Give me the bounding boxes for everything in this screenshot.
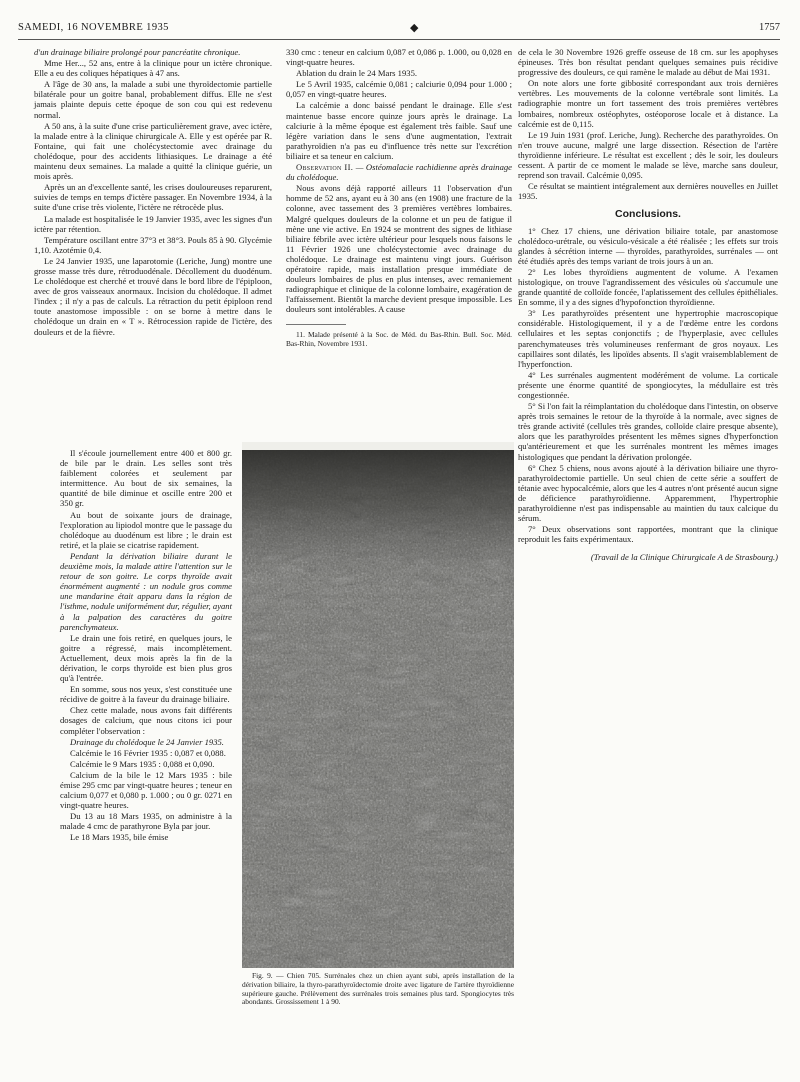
paragraph: Après un an d'excellente santé, les crises douloureuses reparurent, suivies de temps en temps d'ictère passager. En Novembre 1934, à la suite d'une crise très violente, l'ictère ne rétrocède plus. xyxy=(34,182,272,213)
conclusion-item: 2° Les lobes thyroïdiens augmentent de volume. A l'examen histologique, on trouve l'agrandissement des vésicules où s'accumule une grande quantité de colloïde foncée, l'aplatissement des cellules épithéliales. En somme, il y a des signes d'hypofonction thyroïdienne. xyxy=(518,266,778,308)
paragraph: On note alors une forte gibbosité correspondant aux trois dernières vertèbres. Les mouvements de la colonne vertébrale sont limités. La radiographie montre un fort tassement des trois premières vertèbres lombaires, nombreux ostéophytes, ostéoporose locale et à distance. La calcémie est de 0,115. xyxy=(518,78,778,129)
signature: (Travail de la Clinique Chirurgicale A de Strasbourg.) xyxy=(590,552,778,563)
paragraph: Pendant la dérivation biliaire durant le deuxième mois, la malade attire l'attention sur le retour de son goitre. Le corps thyroïde avait énormément augmenté : un nodule gros comme une mandarine était apparu dans la région de l'isthme, nodule uniformément dur, régulier, ayant à la palpation des caractères du goitre parenchymateux. xyxy=(60,550,232,632)
conclusion-item: 7° Deux observations sont rapportées, montrant que la clinique reproduit les faits expérimentaux. xyxy=(518,524,778,545)
paragraph: Le 5 Avril 1935, calcémie 0,081 ; calciurie 0,094 pour 1.000 ; 0,057 en vingt-quatre heures. xyxy=(286,79,512,100)
paragraph: Drainage du cholédoque le 24 Janvier 1935. xyxy=(70,736,224,747)
paragraph: A 50 ans, à la suite d'une crise particulièrement grave, avec ictère, la malade entre à la clinique chirurgicale A. Elle y est opérée par R. Fontaine, qui fait une cholécystectomie avec drainage du cholédoque, pour des accidents lithiasiques. Le drainage a été maintenu deux semaines. La malade a quitté la clinique guérie, un mois après. xyxy=(34,120,272,182)
header-ornament: ◆ xyxy=(410,22,419,34)
footnote-rule xyxy=(286,324,346,325)
paragraph: Mme Her..., 52 ans, entre à la clinique pour un ictère chronique. Elle a eu des coliques hépatiques à 47 ans. xyxy=(34,58,272,79)
observation-heading xyxy=(286,162,512,182)
paragraph: Le drain une fois retiré, en quelques jours, le goitre a régressé, mais incomplètement. Actuellement, deux mois après la fin de la dérivation, le corps thyroïde est bien plus gros qu'à l'entrée. xyxy=(60,632,232,684)
column-1 xyxy=(34,47,272,338)
paragraph: Calcium de la bile le 12 Mars 1935 : bile émise 295 cmc par vingt-quatre heures ; teneur en calcium 0,077 et 0,080 p. 1.000 ; ou 0 gr. 0271 en vingt-quatre heures. xyxy=(60,769,232,811)
observation-label: Observation II. xyxy=(296,162,354,173)
micrograph-figure xyxy=(242,442,514,968)
column-1-narrow xyxy=(60,448,232,844)
conclusion-item: 4° Les surrénales augmentent modérément de volume. La corticale présente une énorme quantité de spongiocytes, la médullaire est très congestionnée. xyxy=(518,369,778,400)
conclusions-heading: Conclusions. xyxy=(615,208,681,221)
figure-caption: Fig. 9. — Chien 705. Surrénales chez un chien ayant subi, après installation de la dérivation biliaire, la thyro-parathyroïdectomie droite avec ligature de l'artère thyroïdienne supérieure gauche. Prélèvement des surrénales trois semaines plus tard. Spongiocytes très abondants. Grossissement 1 à 90. xyxy=(242,971,514,1007)
conclusion-item: 1° Chez 17 chiens, une dérivation biliaire totale, par anastomose cholédoco-urétrale, ou vésiculo-vésicale a été réalisée ; les effets sur trois glandes à sécrétion interne — thyroïdes, parathyroïdes, surrénales — ont été étudiés après des temps variant de trois jours à un an. xyxy=(518,225,778,266)
conclusion-item: 3° Les parathyroïdes présentent une hypertrophie macroscopique considérable. Histologiquement, il y a de l'œdème entre les cordons cellulaires et les septas conjonctifs ; de l'hyperplasie, avec cellules parenchymateuses très volumineuses renfermant de gros noyaux. Les capillaires sont dilatés, les lipoïdes absents. Il s'agit vraisemblablement de l'hyperfonction. xyxy=(518,308,778,369)
paragraph: Le 18 Mars 1935, bile émise xyxy=(70,832,169,843)
paragraph: d'un drainage biliaire prolongé pour pancréatite chronique. xyxy=(34,47,241,57)
paragraph: La malade est hospitalisée le 19 Janvier 1935, avec les signes d'un ictère par rétention. xyxy=(34,213,272,234)
observation-title: — Ostéomalacie rachidienne après drainage du cholédoque. xyxy=(286,162,512,183)
paragraph: Il s'écoule journellement entre 400 et 800 gr. de bile par le drain. Les selles sont très faiblement colorées et seulement par intermittence. Au bout de six semaines, la quantité de bile diminue et oscille entre 200 et 350 gr. xyxy=(60,448,232,509)
paragraph: Calcémie le 16 Février 1935 : 0,087 et 0,088. xyxy=(70,747,226,758)
footnote: 11. Malade présenté à la Soc. de Méd. du Bas-Rhin. Bull. Soc. Méd. Bas-Rhin, Novembre 1931. xyxy=(286,330,512,349)
paragraph: A l'âge de 30 ans, la malade a subi une thyroïdectomie partielle bilatérale pour un goitre banal, probablement diffus. Elle ne s'est jamais plainte depuis cette époque de son cou qui est redevenu normal. xyxy=(34,79,272,120)
paragraph: La calcémie a donc baissé pendant le drainage. Elle s'est maintenue basse encore quinze jours après le drainage. La calciurie à la même époque est également très faible. Sauf une légère variation dans le sens d'une augmentation, l'extrait parathyroïdien n'a pas eu d'influence très nette sur l'excrétion biliaire et sa teneur en calcium. xyxy=(286,100,512,161)
paragraph: Le 19 Juin 1931 (prof. Leriche, Jung). Recherche des parathyroïdes. On n'en trouve aucune, malgré une large dissection. Résection de l'artère thyroïdienne inférieure. Le résultat est excellent ; dès le soir, les douleurs cessent. A partir de ce moment le malade se lève, marche sans douleur, reprend son travail. Calcémie 0,095. xyxy=(518,129,778,181)
paragraph: En somme, sous nos yeux, s'est constituée une récidive de goitre à la faveur du drainage biliaire. xyxy=(60,684,232,705)
column-2 xyxy=(286,47,512,350)
running-header xyxy=(18,22,780,40)
paragraph: Au bout de soixante jours de drainage, l'exploration au lipiodol montre que le passage du cholédoque au duodénum est libre ; le drain est retiré, et la plaie se cicatrise rapidement. xyxy=(60,509,232,550)
column-3 xyxy=(518,47,778,564)
header-date: SAMEDI, 16 NOVEMBRE 1935 xyxy=(18,22,169,33)
micrograph-image xyxy=(242,442,514,968)
paragraph: de cela le 30 Novembre 1926 greffe osseuse de 18 cm. sur les apophyses épineuses. Très bon résultat pendant quelques semaines puis récidive progressive des douleurs, ce qui ramène le malade au début de Mai 1931. xyxy=(518,47,778,78)
paragraph: Du 13 au 18 Mars 1935, on administre à la malade 4 cmc de parathyrone Byla par jour. xyxy=(60,811,232,832)
conclusion-item: 5° Si l'on fait la réimplantation du cholédoque dans l'intestin, on observe après trois semaines le retour de la thyroïde à la normale, avec signes de très grande activité (cellules très grandes, colloïde claire presque absente), alors que les parathyroïdes présentent les mêmes signes d'hyperfonction qu'antérieurement et que les surrénales montrent les mêmes images histologiques que pendant la dérivation prolongée. xyxy=(518,401,778,462)
paragraph: Température oscillant entre 37°3 et 38°3. Pouls 85 à 90. Glycémie 1,10. Azotémie 0,4. xyxy=(34,234,272,255)
paragraph: 330 cmc : teneur en calcium 0,087 et 0,086 p. 1.000, ou 0,028 en vingt-quatre heures. xyxy=(286,47,512,68)
header-rule xyxy=(18,39,780,40)
paragraph: Le 24 Janvier 1935, une laparotomie (Leriche, Jung) montre une grosse masse très dure, rétroduodénale. Décollement du duodénum. Le cholédoque est cherché et trouvé dans le bord libre de l'épiploon, avec de gros vaisseaux anormaux. Incision du cholédoque. Il admet l'index ; il n'y a pas de calculs. La rétraction du petit épiploon rend toute anastomose impossible : on se borne à mettre dans le cholédoque un drain en « T ». Rétrocession rapide de l'ictère, des douleurs et de la fièvre. xyxy=(34,255,272,337)
conclusion-item: 6° Chez 5 chiens, nous avons ajouté à la dérivation biliaire une thyro-parathyroïdectomie partielle. Un seul chien de cette série a souffert de tétanie avec hypocalcémie, alors que les 4 autres n'ont présenté aucun signe de déficience parathyroïdienne. Apparemment, l'hypertrophie parathyroïdienne n'est pas indispensable au maintien du taux calcique du sérum. xyxy=(518,462,778,524)
paragraph: Ce résultat se maintient intégralement aux dernières nouvelles en Juillet 1935. xyxy=(518,181,778,202)
paragraph: Nous avons déjà rapporté ailleurs 11 l'observation d'un homme de 52 ans, ayant eu à 30 ans (en 1908) une fracture de la colonne, avec tassement des 3 premières vertèbres lombaires. Malgré quelques douleurs de la colonne et un peu de fatigue il mène une vie active. En 1924 se montrent des signes de lithiase biliaire fébrile avec ictère ultérieur pour lesquels nous faisons le 11 Février 1926 une cholécystectomie avec drainage du cholédoque. Le drainage est maintenu vingt jours. Guérison opératoire rapide, mais installation presque immédiate de douleurs lombaires de plus en plus intenses, avec remaniement radiographique et clinique de la colonne lombaire, exagération de l'affaissement. Bientôt la marche devient presque impossible. Les douleurs sont intolérables. A cause xyxy=(286,183,512,315)
paragraph: Chez cette malade, nous avons fait différents dosages de calcium, que nous citons ici pour compléter l'observation : xyxy=(60,705,232,736)
page-number: 1757 xyxy=(759,22,780,33)
paragraph: Calcémie le 9 Mars 1935 : 0,088 et 0,090. xyxy=(70,758,215,769)
paragraph: Ablation du drain le 24 Mars 1935. xyxy=(296,68,418,79)
